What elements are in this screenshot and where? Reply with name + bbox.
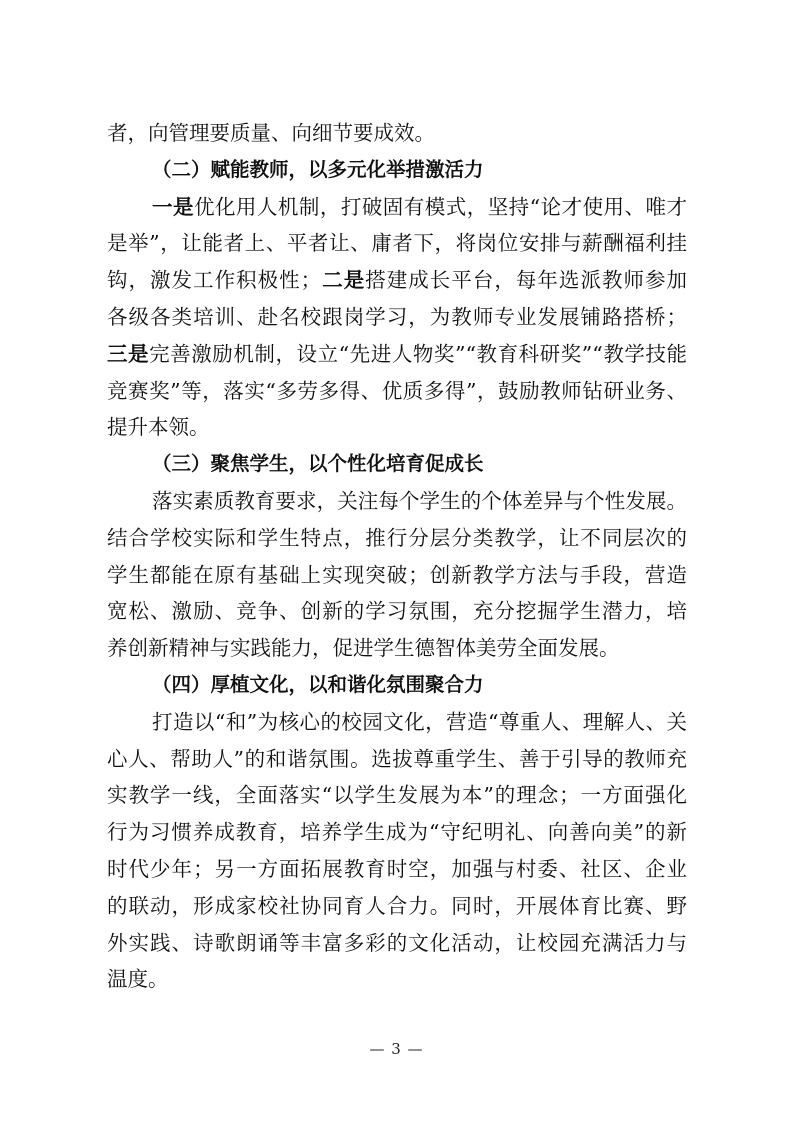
paragraph-line [107, 704, 687, 741]
paragraph-line [107, 483, 687, 520]
paragraph-line [107, 777, 687, 814]
paragraph-line [107, 630, 687, 667]
line-text: 打造以“和”为核心的校园文化，营造“尊重人、理解人、关 [152, 709, 687, 734]
line-text: 优化用人机制，打破固有模式，坚持“论才使用、唯才 [193, 194, 687, 219]
paragraph-line [107, 225, 687, 262]
line-text: 者，向管理要质量、向细节要成效。 [107, 121, 435, 145]
paragraph-line [107, 557, 687, 594]
section-heading-2: （二）赋能教师，以多元化举措激活力 [152, 157, 484, 181]
line-text: 学生都能在原有基础上实现突破；创新教学方法与手段，营造 [107, 562, 687, 587]
emphasis-text: 三是 [107, 341, 150, 366]
line-text: 竞赛奖”等，落实“多劳多得、优质多得”，鼓励教师钻研业务、 [107, 378, 687, 403]
paragraph-line [107, 299, 687, 336]
paragraph-line [107, 262, 687, 299]
paragraph-line [107, 741, 687, 778]
section-heading-4: （四）厚植文化，以和谐化氛围聚合力 [152, 672, 484, 696]
paragraph-line [107, 520, 687, 557]
line-text: 养创新精神与实践能力，促进学生德智体美劳全面发展。 [107, 636, 620, 661]
line-text: 完善激励机制，设立“先进人物奖”“教育科研奖”“教学技能 [149, 341, 687, 366]
page-number: — 3 — [369, 1040, 424, 1058]
line-text: 实教学一线，全面落实“以学生发展为本”的理念；一方面强化 [107, 783, 687, 808]
emphasis-text: 二是 [321, 268, 366, 293]
paragraph-line [107, 409, 687, 446]
line-text: 外实践、诗歌朗诵等丰富多彩的文化活动，让校园充满活力与 [107, 930, 687, 955]
paragraph-line [107, 851, 687, 888]
paragraph-line [107, 189, 687, 226]
section-heading-3: （三）聚焦学生，以个性化培育促成长 [152, 452, 484, 476]
paragraph-line [107, 925, 687, 962]
paragraph-line [107, 593, 687, 630]
line-text: 提升本领。 [107, 415, 210, 440]
line-text: 心人、帮助人”的和谐氛围。选拔尊重学生、善于引导的教师充 [107, 746, 687, 771]
line-text: 各级各类培训、赴名校跟岗学习，为教师专业发展铺路搭桥； [107, 304, 687, 329]
paragraph-line [107, 336, 687, 373]
paragraph-line [107, 961, 687, 998]
line-text: 搭建成长平台，每年选派教师参加 [365, 268, 687, 293]
paragraph-line [107, 814, 687, 851]
paragraph-line [107, 115, 687, 152]
line-text: 时代少年；另一方面拓展教育时空，加强与村委、社区、企业 [107, 856, 687, 881]
line-text: 是举”，让能者上、平者让、庸者下，将岗位安排与薪酬福利挂 [107, 231, 687, 256]
paragraph-line [107, 373, 687, 410]
line-text: 结合学校实际和学生特点，推行分层分类教学，让不同层次的 [107, 525, 687, 550]
line-text: 行为习惯养成教育，培养学生成为“守纪明礼、向善向美”的新 [107, 820, 687, 845]
emphasis-text: 一是 [152, 194, 194, 219]
line-text: 宽松、激励、竞争、创新的学习氛围，充分挖掘学生潜力，培 [107, 599, 687, 624]
body-text [107, 115, 687, 998]
line-text: 落实素质教育要求，关注每个学生的个体差异与个性发展。 [152, 488, 687, 513]
line-text: 钩，激发工作积极性； [107, 268, 322, 293]
line-text: 温度。 [107, 967, 169, 992]
paragraph-line [107, 888, 687, 925]
line-text: 的联动，形成家校社协同育人合力。同时，开展体育比赛、野 [107, 893, 687, 918]
